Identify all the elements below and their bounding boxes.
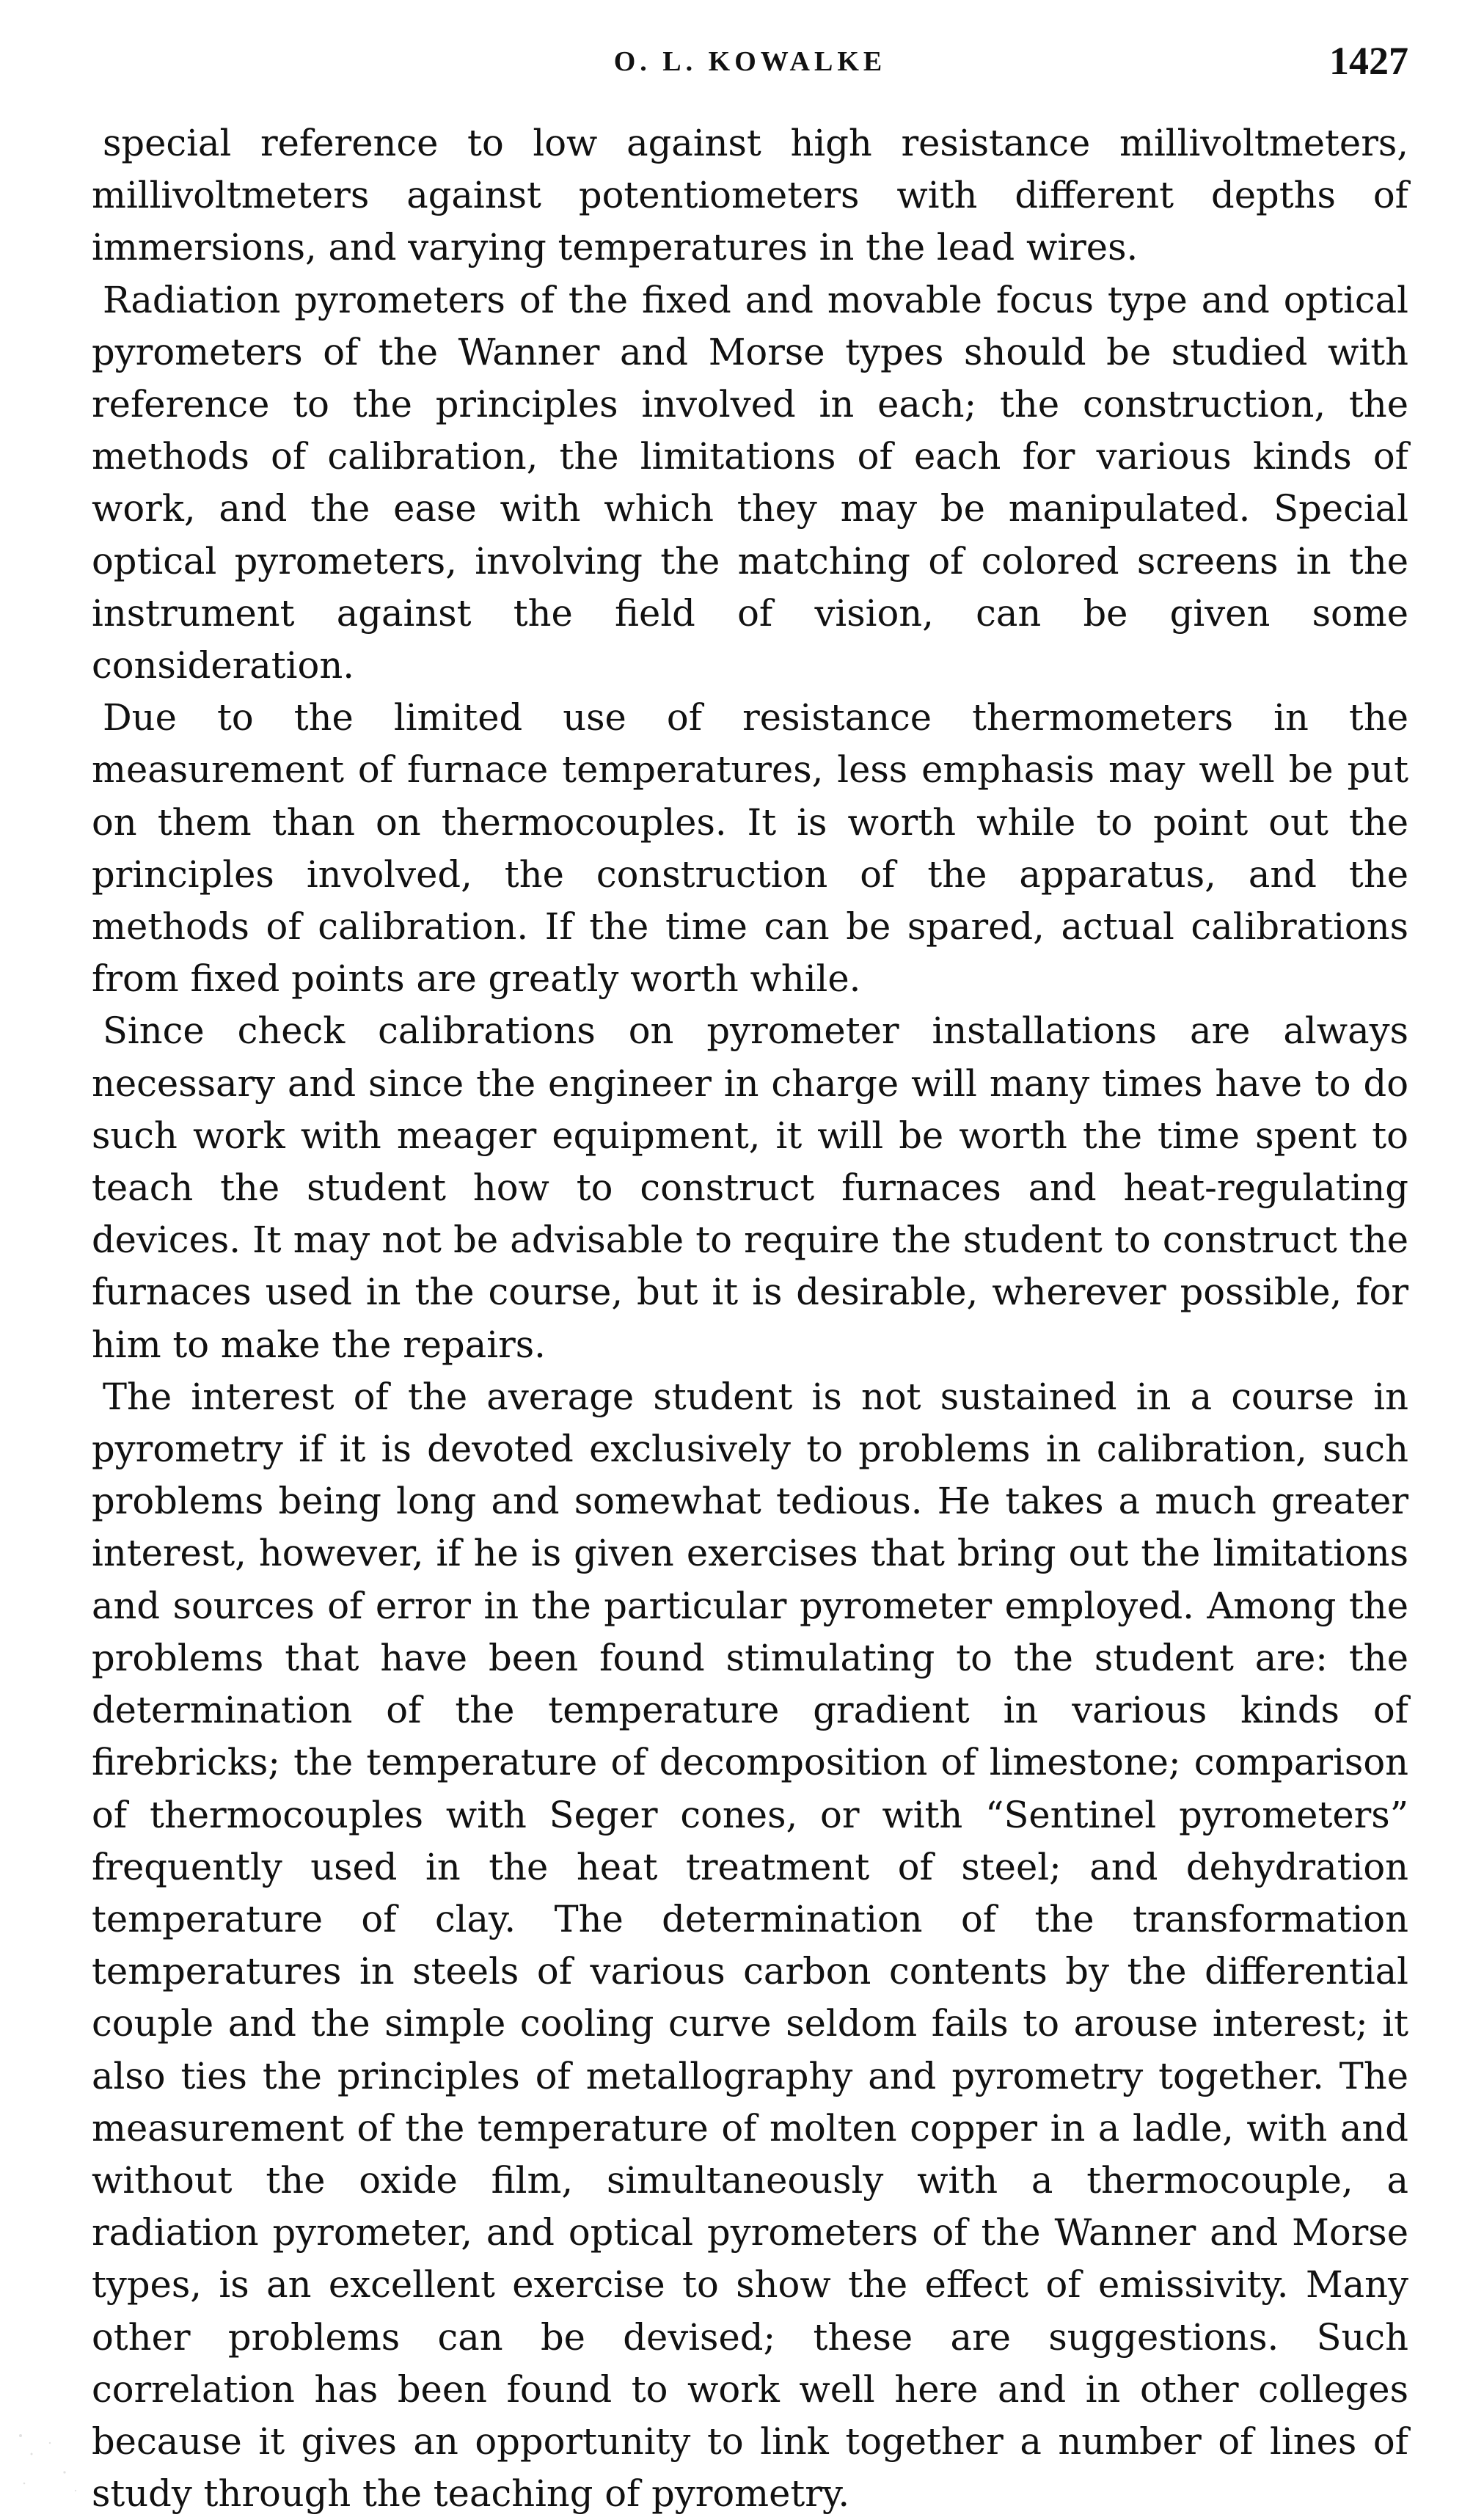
scan-speckle-mark — [6, 2421, 94, 2502]
page-number: 1427 — [1329, 39, 1408, 83]
body-text — [92, 117, 1408, 2520]
running-head — [92, 38, 1408, 82]
paragraph: Due to the limited use of resistance thermometers in the measurement of furnace temperatures, less emphasis may well be put on them than on thermocouples. It is worth while to point out the principles involved, the construction of the apparatus, and the methods of calibration. If the time can be spared, actual calibrations from fixed points are greatly worth while. — [92, 696, 1408, 1001]
author-name: O. L. KOWALKE — [613, 46, 887, 77]
paragraph: special reference to low against high resistance millivoltmeters, millivoltmeters against potentiometers with different depths of immersions, and varying temperatures in the lead wires. — [92, 122, 1408, 269]
paragraph: The interest of the average student is not sustained in a course in pyrometry if it is devoted exclusively to problems in calibration, such problems being long and somewhat tedious. He takes a much greater interest, however, if he is given exercises that bring out the limitations and sources of error in the particular pyrometer employed. Among the problems that have been found stimulating to the student are: the determination of the temperature gradient in various kinds of firebricks; the temperature of decomposition of limestone; comparison of thermocouples with Seger cones, or with “Sentinel pyrometers” frequently used in the heat treatment of steel; and dehydration temperature of clay. The determination of the transformation temperatures in steels of various carbon contents by the differential couple and the simple cooling curve seldom fails to arouse interest; it also ties the principles of metallography and pyrometry together. The measurement of the temperature of molten copper in a ladle, with and without the oxide film, simultaneously with a thermocouple, a radiation pyrometer, and optical pyrometers of the Wanner and Morse types, is an excellent exercise to show the effect of emissivity. Many other problems can be devised; these are suggestions. Such correlation has been found to work well here and in other colleges because it gives an opportunity to link together a number of lines of study through the teaching of pyrometry. — [92, 1375, 1408, 2516]
paragraph: Since check calibrations on pyrometer installations are always necessary and since the engineer in charge will many times have to do such work with meager equipment, it will be worth the time spent to teach the student how to construct furnaces and heat-regulating devices. It may not be advisable to require the student to construct the furnaces used in the course, but it is desirable, wherever possible, for him to make the repairs. — [92, 1009, 1408, 1366]
paragraph: Radiation pyrometers of the fixed and movable focus type and optical pyrometers of the Wanner and Morse types should be studied with reference to the principles involved in each; the construction, the methods of calibration, the limitations of each for various kinds of work, and the ease with which they may be manipulated. Special optical pyrometers, involving the matching of colored screens in the instrument against the field of vision, can be given some consideration. — [92, 278, 1408, 687]
